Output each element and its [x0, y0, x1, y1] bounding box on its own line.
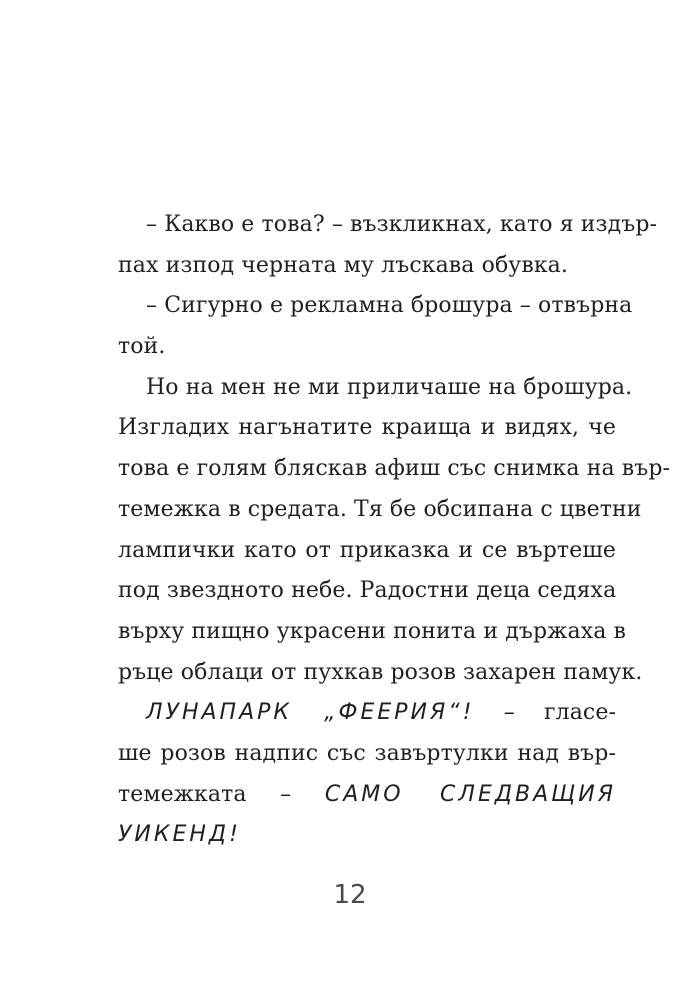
sign-line [118, 775, 616, 816]
sign-caption-end: УИКЕНД! [118, 822, 241, 848]
page-number: 12 [333, 880, 367, 910]
text-line: темежка в средата. Тя бе обсипана с цветни [118, 496, 642, 522]
text-line: – Сигурно е рекламна брошура – отвърна [146, 293, 633, 319]
text-line: Но на мен не ми приличаше на брошура. [146, 374, 633, 400]
text-line: ръце облаци от пухкав розов захарен памук. [118, 659, 643, 685]
text-line: под звездното небе. Радостни деца седяха [118, 578, 617, 604]
text-line: това е голям бляскав афиш със снимка на вър- [118, 456, 671, 482]
sign-line [118, 815, 616, 856]
sign-title: ЛУНАПАРК „ФЕЕРИЯ“! [146, 700, 475, 726]
text-line: Изгладих нагънатите краища и видях, че [118, 415, 616, 441]
text-line: пах изпод черната му лъскава обувка. [118, 252, 568, 278]
text-line: той. [118, 334, 166, 360]
sign-caption: САМО СЛЕДВАЩИЯ [324, 781, 616, 807]
sign-text: – гласе- [474, 700, 616, 726]
sign-text: темежката – [118, 781, 325, 807]
text-line: – Какво е това? – възкликнах, като я издър- [146, 212, 658, 237]
text-line: върху пищно украсени понита и държаха в [118, 618, 626, 644]
text-line: ше розов надпис със завъртулки над вър- [118, 740, 616, 766]
sign-line [118, 693, 616, 734]
body-text [118, 205, 671, 856]
text-line: лампички като от приказка и се въртеше [118, 537, 616, 563]
